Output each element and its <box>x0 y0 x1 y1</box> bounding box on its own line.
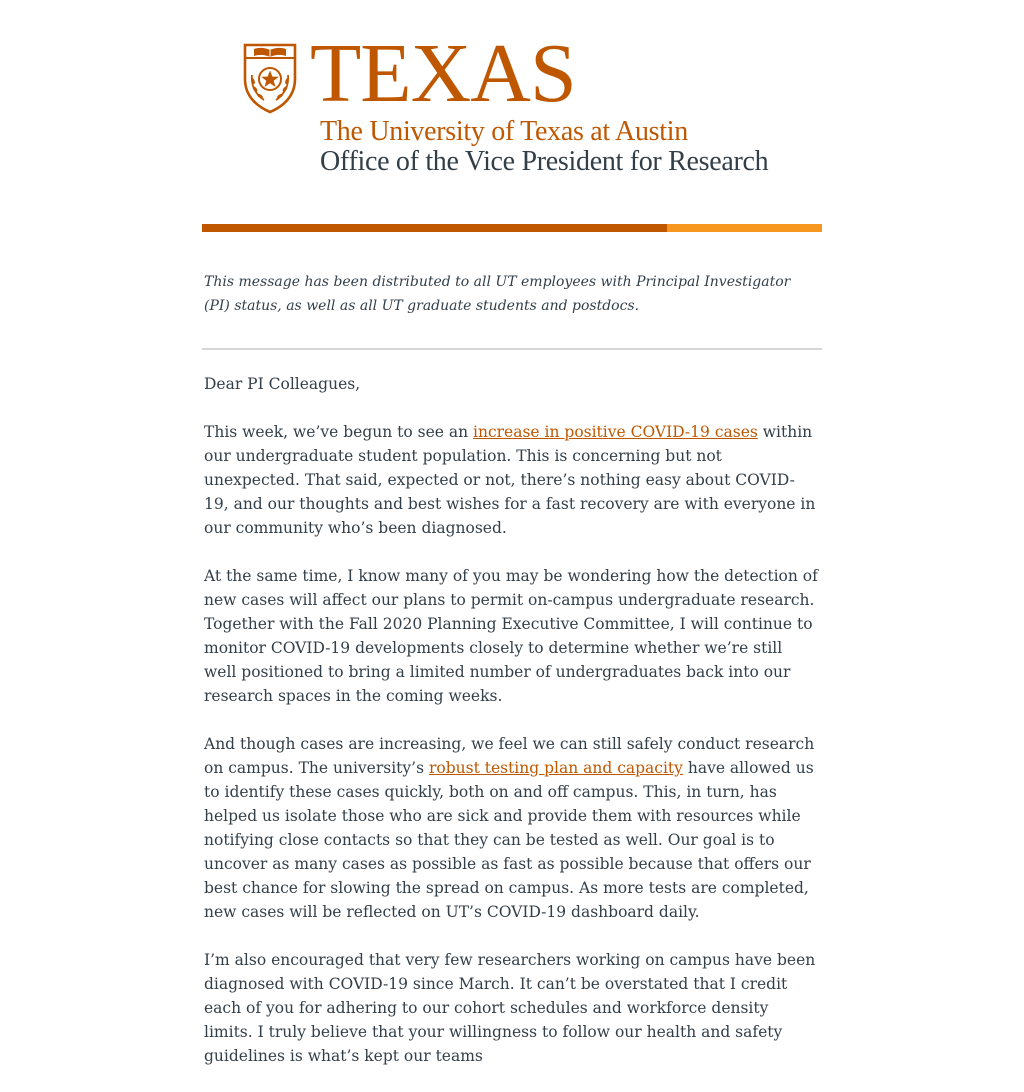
paragraph-2: At the same time, I know many of you may be wondering how the detection of new cases will affect our plans to permit on-campus undergraduate research. Together with the Fall 2020 Planning Executive Committee, I will continue to monitor COVID-19 developments closely to determine whether we’re still well positioned to bring a limited number of undergraduates back into our research spaces in the coming weeks. <box>204 567 818 705</box>
divider <box>202 348 822 350</box>
paragraph-1-text-before: This week, we’ve begun to see an <box>204 423 474 441</box>
university-name: The University of Texas at Austin <box>320 116 688 147</box>
header-color-bar <box>202 224 822 232</box>
paragraph-1 <box>204 420 818 540</box>
distribution-note: This message has been distributed to all UT employees with Principal Investigator (PI) status, as well as all UT graduate students and postdocs. <box>204 274 791 314</box>
paragraph-1-text-after: within our undergraduate student population. This is concerning but not unexpected. That said, expected or not, there’s nothing easy about COVID-19, and our thoughts and best wishes for a fast recovery are with everyone in our community who’s been diagnosed. <box>204 423 816 537</box>
letter-body <box>204 372 818 1092</box>
light-orange-bar-segment <box>667 224 822 232</box>
ut-shield-icon <box>242 41 298 113</box>
paragraph-4: I’m also encouraged that very few researchers working on campus have been diagnosed with COVID-19 since March. It can’t be overstated that I credit each of you for adhering to our cohort schedules and workforce density limits. I truly believe that your willingness to follow our health and safety guidelines is what’s kept our teams <box>204 951 816 1065</box>
covid-cases-link[interactable]: increase in positive COVID-19 cases <box>473 423 758 441</box>
paragraph-3-text-after: have allowed us to identify these cases quickly, both on and off campus. This, in turn, has helped us isolate those who are sick and provide them with resources while notifying close contacts so that they can be tested as well. Our goal is to uncover as many cases as possible as fast as possible because that offers our best chance for slowing the spread on campus. As more tests are completed, new cases will be reflected on UT’s COVID-19 dashboard daily. <box>204 759 814 921</box>
testing-plan-link[interactable]: robust testing plan and capacity <box>428 759 683 777</box>
burnt-orange-bar-segment <box>202 224 667 232</box>
texas-wordmark: TEXAS <box>310 27 576 120</box>
paragraph-3-text-before: And though cases are increasing, we feel we can still safely conduct research on campus. The university’s <box>204 735 815 777</box>
greeting: Dear PI Colleagues, <box>204 375 361 393</box>
office-name: Office of the Vice President for Research <box>320 146 769 177</box>
ut-austin-vpr-logo <box>240 27 800 188</box>
paragraph-3 <box>204 732 818 924</box>
